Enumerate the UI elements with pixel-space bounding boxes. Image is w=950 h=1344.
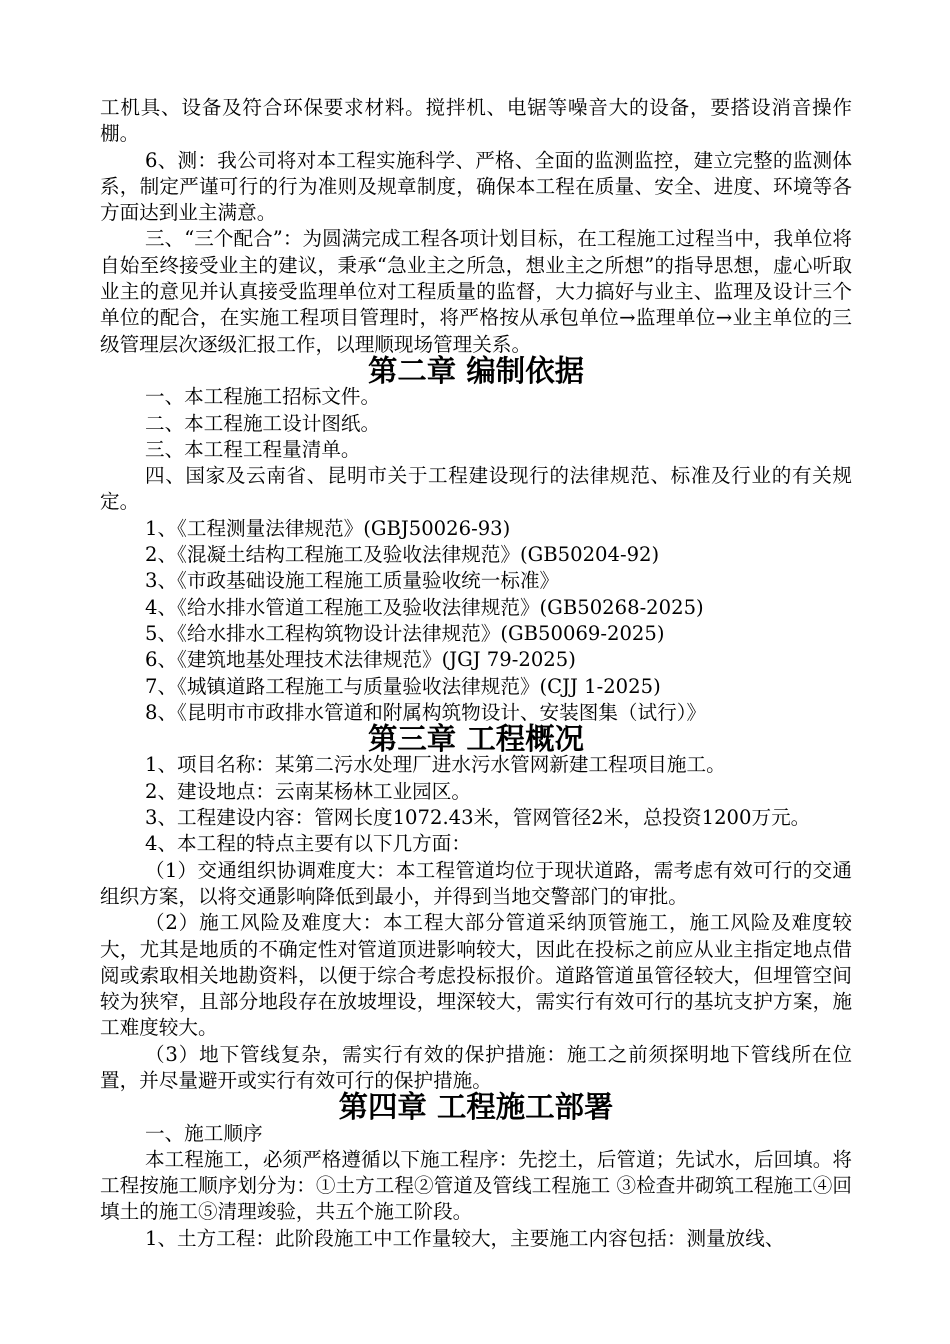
paragraph: （3）地下管线复杂，需实行有效的保护措施：施工之前须探明地下管线所在位置，并尽量避开或实行有效可行的保护措施。 — [100, 1042, 852, 1092]
paragraph: 3、工程建设内容：管网长度1072.43米，管网管径2米，总投资1200万元。 — [145, 806, 811, 830]
paragraph: 2、建设地点：云南某杨林工业园区。 — [145, 779, 471, 803]
paragraph: （1）交通组织协调难度大：本工程管道均位于现状道路，需考虑有效可行的交通组织方案，以将交通影响降低到最小，并得到当地交警部门的审批。 — [100, 858, 852, 908]
paragraph: 3、《市政基础设施工程施工质量验收统一标准》 — [145, 569, 560, 593]
document-page — [100, 95, 852, 1252]
paragraph: 本工程施工，必须严格遵循以下施工程序：先挖土，后管道；先试水，后回填。将工程按施工顺序划分为：①土方工程②管道及管线工程施工 ③检查井砌筑工程施工④回填土的施工⑤清理竣验，共五个施工阶段。 — [100, 1147, 852, 1224]
paragraph: 8、《昆明市市政排水管道和附属构筑物设计、安装图集（试行）》 — [145, 700, 707, 724]
paragraph: 一、施工顺序 — [145, 1121, 263, 1145]
paragraph: 三、“三个配合”：为圆满完成工程各项计划目标，在工程施工过程当中，我单位将自始至终接受业主的建议，秉承“急业主之所急，想业主之所想”的指导思想，虚心听取业主的意见并认真接受监理单位对工程质量的监督，大力搞好与业主、监理及设计三个单位的配合，在实施工程项目管理时，将严格按从承包单位→监理单位→业主单位的三级管理层次逐级汇报工作，以理顺现场管理关系。 — [100, 227, 852, 356]
paragraph: 5、《给水排水工程构筑物设计法律规范》(GB50069-2025) — [145, 621, 665, 645]
paragraph: 1、《工程测量法律规范》(GBJ50026-93) — [145, 516, 511, 540]
paragraph: 2、《混凝土结构工程施工及验收法律规范》(GB50204-92) — [145, 543, 660, 567]
paragraph: 6、《建筑地基处理技术法律规范》(JGJ 79-2025) — [145, 648, 576, 672]
paragraph: （2）施工风险及难度大：本工程大部分管道采纳顶管施工，施工风险及难度较大，尤其是地质的不确定性对管道顶进影响较大，因此在投标之前应从业主指定地点借阅或索取相关地勘资料，以便于综合考虑投标报价。道路管道虽管径较大，但埋管空间较为狭窄，且部分地段存在放坡埋设，埋深较大，需实行有效可行的基坑支护方案，施工难度较大。 — [100, 911, 852, 1040]
paragraph: 一、本工程施工招标文件。 — [145, 385, 381, 409]
chapter-heading: 第四章 工程施工部署 — [338, 1090, 614, 1125]
chapter-heading: 第二章 编制依据 — [368, 353, 584, 388]
paragraph: 三、本工程工程量清单。 — [145, 437, 361, 461]
paragraph: 二、本工程施工设计图纸。 — [145, 411, 381, 435]
paragraph: 1、项目名称：某第二污水处理厂进水污水管网新建工程项目施工。 — [145, 753, 726, 777]
chapter-heading: 第三章 工程概况 — [368, 722, 584, 757]
paragraph: 工机具、设备及符合环保要求材料。搅拌机、电锯等噪音大的设备，要搭设消音操作棚。 — [100, 96, 852, 146]
paragraph: 四、国家及云南省、昆明市关于工程建设现行的法律规范、标准及行业的有关规定。 — [100, 464, 852, 514]
paragraph: 7、《城镇道路工程施工与质量验收法律规范》(CJJ 1-2025) — [145, 674, 661, 698]
paragraph: 1、土方工程：此阶段施工中工作量较大，主要施工内容包括：测量放线、 — [145, 1226, 785, 1250]
paragraph: 4、《给水排水管道工程施工及验收法律规范》(GB50268-2025) — [145, 595, 704, 619]
paragraph: 6、测：我公司将对本工程实施科学、严格、全面的监测监控，建立完整的监测体系，制定严谨可行的行为准则及规章制度，确保本工程在质量、安全、进度、环境等各方面达到业主满意。 — [100, 148, 852, 225]
paragraph: 4、本工程的特点主要有以下几方面： — [145, 832, 471, 856]
